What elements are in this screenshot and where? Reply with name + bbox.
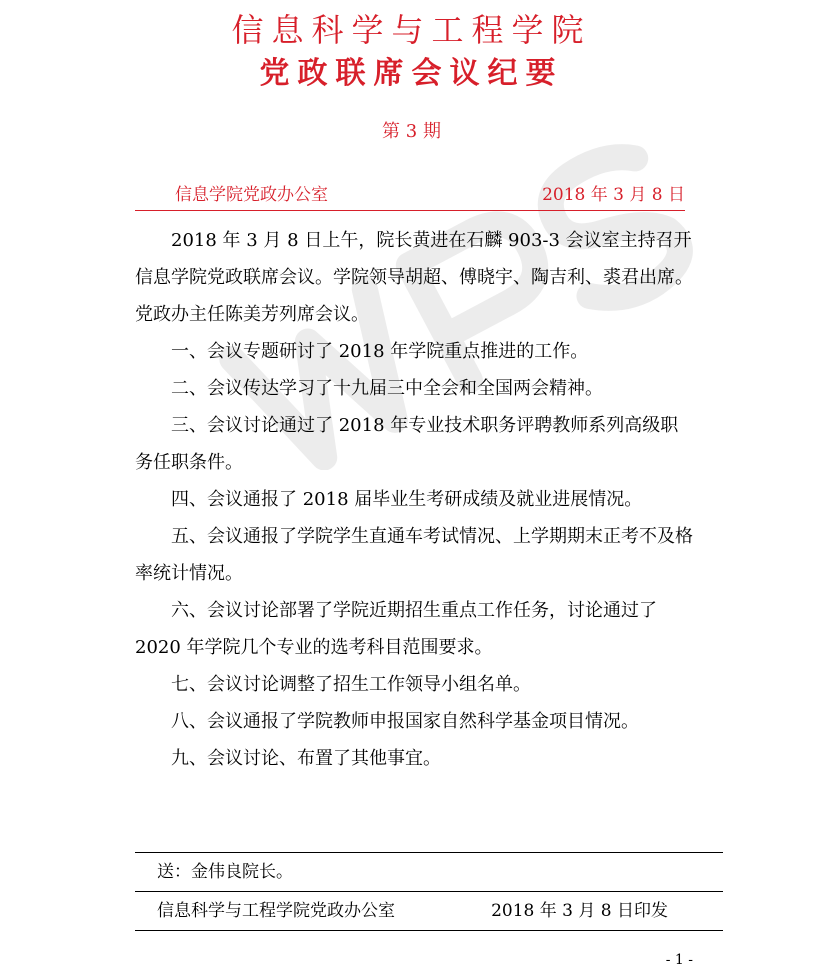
print-date: 2018 年 3 月 8 日印发 xyxy=(491,901,668,921)
item-6: 六、会议讨论部署了学院近期招生重点工作任务，讨论通过了 2020 年学院几个专业的选考科目范围要求。 xyxy=(135,600,657,658)
document-title-main: 信息科学与工程学院 xyxy=(231,11,592,49)
recipient-row xyxy=(135,853,723,891)
issue-number: 第 3 期 xyxy=(382,121,441,142)
item-8: 八、会议通报了学院教师申报国家自然科学基金项目情况。 xyxy=(171,711,639,732)
office-date-line xyxy=(135,182,685,208)
recipient-text: 送：金伟良院长。 xyxy=(157,862,293,882)
red-divider-line xyxy=(135,210,685,211)
meeting-content xyxy=(135,222,695,777)
meeting-date: 2018 年 3 月 8 日 xyxy=(542,185,685,205)
document-title-subtitle: 党政联席会议纪要 xyxy=(259,56,564,91)
item-7: 七、会议讨论调整了招生工作领导小组名单。 xyxy=(171,674,531,695)
page-number: - 1 - xyxy=(665,952,693,968)
issuer-name: 信息科学与工程学院党政办公室 xyxy=(157,901,395,921)
item-2: 二、会议传达学习了十九届三中全会和全国两会精神。 xyxy=(171,378,603,399)
item-9: 九、会议讨论、布置了其他事宜。 xyxy=(171,748,441,769)
document-footer xyxy=(135,852,723,931)
office-name: 信息学院党政办公室 xyxy=(175,185,328,205)
issuer-row xyxy=(135,892,723,930)
item-5: 五、会议通报了学院学生直通车考试情况、上学期期末正考不及格率统计情况。 xyxy=(135,526,693,584)
intro-paragraph: 2018 年 3 月 8 日上午，院长黄进在石麟 903-3 会议室主持召开信息学院党政联席会议。学院领导胡超、傅晓宇、陶吉利、裘君出席。党政办主任陈美芳列席会议。 xyxy=(135,230,693,325)
item-1: 一、会议专题研讨了 2018 年学院重点推进的工作。 xyxy=(171,341,589,362)
item-4: 四、会议通报了 2018 届毕业生考研成绩及就业进展情况。 xyxy=(171,489,643,510)
footer-bottom-rule xyxy=(135,930,723,931)
item-3: 三、会议讨论通过了 2018 年专业技术职务评聘教师系列高级职务任职条件。 xyxy=(135,415,679,473)
